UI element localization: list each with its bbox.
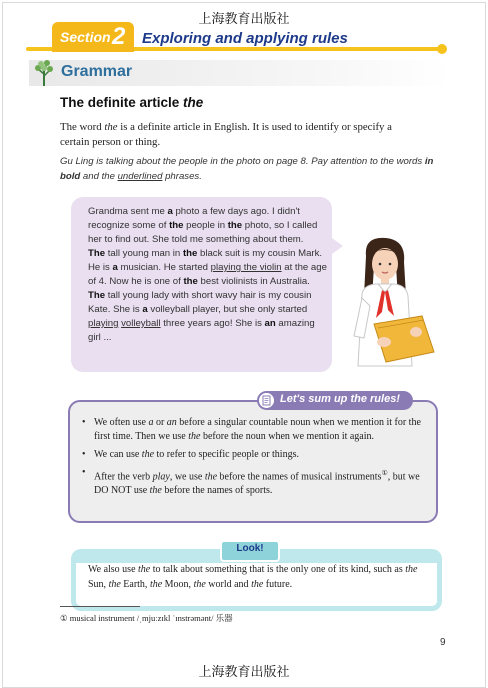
topic-heading: The definite article the xyxy=(60,95,204,110)
publisher-footer: 上海教育出版社 xyxy=(198,665,290,680)
speech-bubble-tail xyxy=(329,236,343,256)
footnote: ① musical instrument /ˌmjuːzɪkl ˈɪnstrəmənt/ 乐器 xyxy=(60,613,233,623)
rules-list xyxy=(80,416,425,502)
section-word: Section xyxy=(60,29,111,45)
section-title: Exploring and applying rules xyxy=(142,30,348,47)
section-number: 2 xyxy=(112,23,126,50)
section-banner-dot xyxy=(437,44,447,54)
rule-item-2: • We can use the to refer to specific people or things. xyxy=(80,448,425,462)
document-icon xyxy=(259,393,274,408)
intro-paragraph: The word the is a definite article in English. It is used to identify or specify a certain person or thing. xyxy=(60,121,392,148)
bubble-paragraph-2: The tall young man in the black suit is my cousin Mark. He is a musician. He started playing the violin at the age of 4. Now he is one of the best violinists in Australia. The tall young lady with short wavy hair is my cousin Kate. She is a volleyball player, but she only started playing volleyball three years ago! She is an amazing girl ... xyxy=(88,248,327,343)
publisher-header: 上海教育出版社 xyxy=(198,12,290,27)
grammar-title: Grammar xyxy=(61,63,133,80)
tree-icon xyxy=(30,59,58,87)
footnote-rule xyxy=(60,606,140,607)
rules-tab-label: Let's sum up the rules! xyxy=(280,393,400,405)
student-girl-illustration xyxy=(344,236,444,376)
rule-item-3: • After the verb play, we use the before the names of musical instruments①, but we DO NOT use the before the names of sports. xyxy=(80,466,425,498)
footnote-mark: ① xyxy=(381,469,388,477)
speech-bubble-text xyxy=(88,205,328,345)
instruction-paragraph: Gu Ling is talking about the people in the photo on page 8. Pay attention to the words in bold and the underlined phrases. xyxy=(60,156,434,182)
look-label: Look! xyxy=(236,543,264,554)
page-number: 9 xyxy=(440,637,446,648)
bubble-paragraph-1: Grandma sent me a photo a few days ago. I didn't recognize some of the people in the photo, so I called her to find out. She told me something about them. xyxy=(88,206,318,245)
rule-item-1: • We often use a or an before a singular countable noun when we mention it for the first time. Then we use the before the noun when we mention it again. xyxy=(80,416,425,444)
look-text: We also use the to talk about something that is the only one of its kind, such as the Sun, the Earth, the Moon, the world and the future. xyxy=(88,564,418,590)
